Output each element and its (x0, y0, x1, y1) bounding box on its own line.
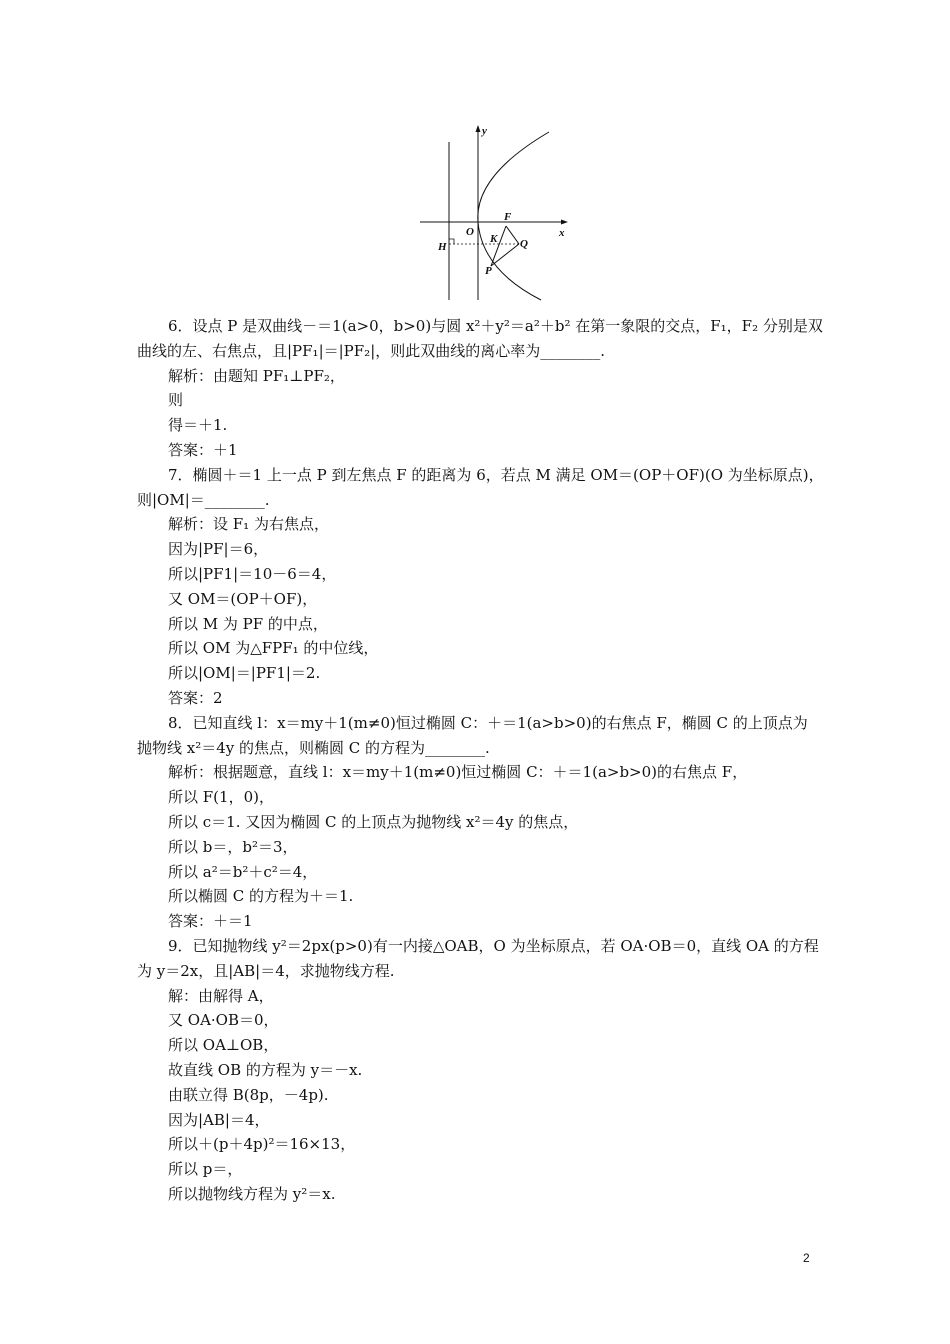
y-axis-arrow (476, 125, 481, 132)
label-f: F (504, 211, 512, 223)
text-line: 所以 OM 为△FPF₁ 的中位线， (168, 639, 379, 658)
label-o: O (466, 226, 474, 238)
label-h: H (438, 241, 447, 253)
text-line: 所以 c＝1. 又因为椭圆 C 的上顶点为抛物线 x²＝4y 的焦点， (168, 812, 579, 831)
text-line: 9．已知抛物线 y²＝2px(p>0)有一内接△OAB，O 为坐标原点，若 OA·OB＝0，直线 OA 的方程 (168, 936, 819, 955)
text-line: 为 y＝2x，且|AB|＝4，求抛物线方程. (137, 961, 395, 980)
text-line: 所以 p＝， (168, 1160, 243, 1179)
text-line: 由联立得 B(8p，－4p). (168, 1085, 329, 1104)
text-line: 6．设点 P 是双曲线－＝1(a>0，b>0)与圆 x²＋y²＝a²＋b² 在第一象限的交点，F₁，F₂ 分别是双 (168, 317, 823, 335)
label-y: y (482, 125, 487, 137)
text-line: 解：由解得 A， (168, 986, 274, 1005)
text-line: 又 OM＝(OP＋OF)， (168, 589, 318, 608)
text-line: 所以 M 为 PF 的中点， (168, 614, 328, 633)
text-line: 则 (168, 391, 184, 410)
text-line: 所以|OM|＝|PF1|＝2. (168, 664, 321, 683)
page-number: 2 (803, 1251, 810, 1265)
text-line: 所以 a²＝b²＋c²＝4， (168, 862, 318, 881)
text-line: 则|OM|＝________. (137, 490, 270, 509)
label-k: K (490, 233, 498, 245)
label-q: Q (520, 238, 528, 250)
text-line: 得＝＋1. (168, 416, 228, 435)
text-line: 所以椭圆 C 的方程为＋＝1. (168, 887, 354, 906)
text-line: 答案：＋＝1 (168, 912, 253, 931)
parabola-figure (418, 120, 570, 302)
text-line: 故直线 OB 的方程为 y＝－x. (168, 1060, 363, 1079)
text-line: 所以＋(p＋4p)²＝16×13， (168, 1135, 356, 1154)
text-line: 又 OA·OB＝0， (168, 1011, 279, 1030)
text-line: 曲线的左、右焦点，且|PF₁|＝|PF₂|，则此双曲线的离心率为________. (137, 341, 606, 360)
document-text (137, 314, 824, 1207)
text-line: 答案：2 (168, 688, 223, 707)
segment-fq (506, 226, 519, 244)
text-line: 解析：根据题意，直线 l：x＝my＋1(m≠0)恒过椭圆 C：＋＝1(a>b>0)的右焦点 F， (168, 763, 748, 782)
x-axis-arrow (561, 220, 568, 225)
text-line: 解析：由题知 PF₁⊥PF₂， (168, 366, 345, 385)
parabola-diagram (418, 120, 570, 302)
text-line: 抛物线 x²＝4y 的焦点，则椭圆 C 的方程为________. (137, 738, 490, 757)
right-angle-mark (449, 239, 454, 244)
text-line: 所以抛物线方程为 y²＝x. (168, 1184, 336, 1203)
text-line: 解析：设 F₁ 为右焦点， (168, 515, 329, 534)
text-line: 所以 OA⊥OB， (168, 1036, 279, 1055)
text-line: 8．已知直线 l：x＝my＋1(m≠0)恒过椭圆 C：＋＝1(a>b>0)的右焦点 F，椭圆 C 的上顶点为 (168, 713, 808, 732)
label-x: x (559, 227, 565, 239)
text-line: 7．椭圆＋＝1 上一点 P 到左焦点 F 的距离为 6，若点 M 满足 OM＝(OP＋OF)(O 为坐标原点)， (168, 465, 824, 484)
text-line: 所以 b＝，b²＝3， (168, 837, 298, 856)
text-line: 因为|PF|＝6， (168, 540, 269, 559)
text-line: 因为|AB|＝4， (168, 1110, 270, 1129)
text-line: 所以 F(1，0)， (168, 788, 274, 807)
text-line: 所以|PF1|＝10－6＝4， (168, 564, 337, 583)
label-p: P (485, 265, 492, 277)
text-line: 答案：＋1 (168, 440, 238, 459)
